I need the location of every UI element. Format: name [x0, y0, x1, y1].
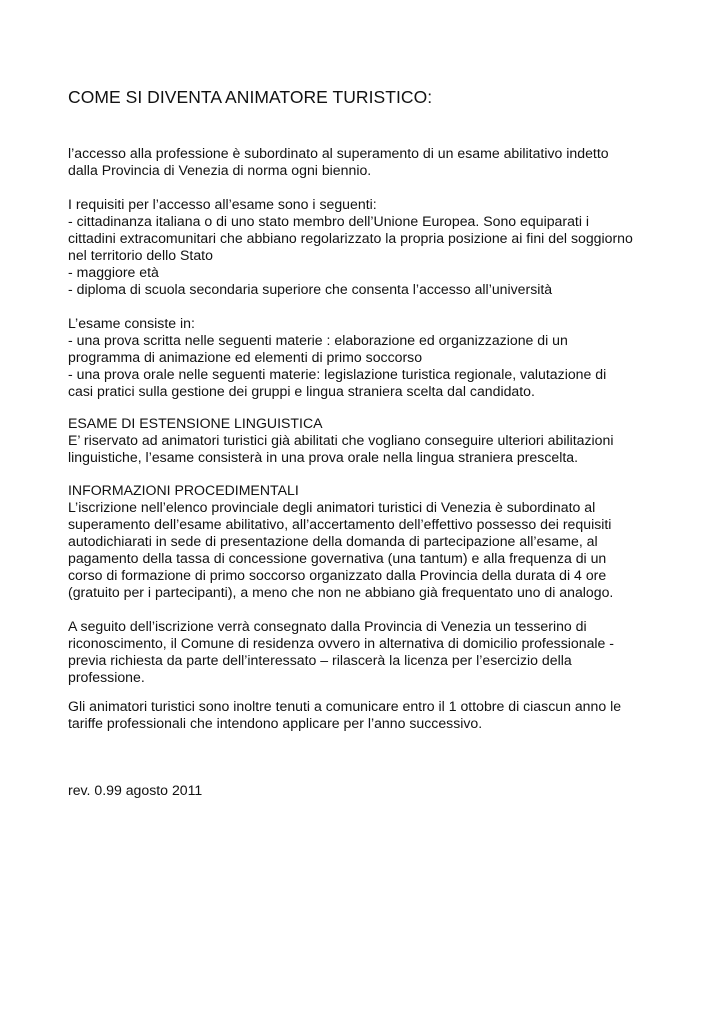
paragraph-line: autodichiarati in sede di presentazione della domanda di partecipazione all’esame, al — [68, 533, 598, 549]
paragraph-card-license — [68, 618, 668, 686]
paragraph-line: professione. — [68, 669, 145, 685]
paragraph-line: nel territorio dello Stato — [68, 247, 213, 263]
paragraph-line: I requisiti per l’accesso all’esame sono i seguenti: — [68, 196, 377, 212]
paragraph-line: (gratuito per i partecipanti), a meno che non ne abbiano già frequentato uno di analogo. — [68, 584, 614, 600]
paragraph-line: - una prova orale nelle seguenti materie: legislazione turistica regionale, valutazione di — [68, 366, 607, 382]
paragraph-line: riconoscimento, il Comune di residenza ovvero in alternativa di domicilio professionale - — [68, 635, 615, 651]
paragraph-line: - una prova scritta nelle seguenti materie : elaborazione ed organizzazione di un — [68, 332, 568, 348]
paragraph-line: pagamento della tassa di concessione governativa (una tantum) e alla frequenza di un — [68, 550, 607, 566]
paragraph-line: corso di formazione di primo soccorso organizzato dalla Provincia della durata di 4 ore — [68, 567, 607, 583]
paragraph-line: tariffe professionali che intendono applicare per l’anno successivo. — [68, 715, 483, 731]
paragraph-language-extension — [68, 415, 668, 466]
paragraph-line: dalla Provincia di Venezia di norma ogni biennio. — [68, 162, 372, 178]
paragraph-procedural-info — [68, 482, 668, 601]
paragraph-line: superamento dell’esame abilitativo, all’accertamento dell’effettivo possesso dei requisiti — [68, 516, 612, 532]
paragraph-line: previa richiesta da parte dell’interessato – rilascerà la licenza per l’esercizio della — [68, 652, 572, 668]
paragraph-line: A seguito dell’iscrizione verrà consegnato dalla Provincia di Venezia un tesserino di — [68, 618, 587, 634]
paragraph-line: - cittadinanza italiana o di uno stato membro dell’Unione Europea. Sono equiparati i — [68, 213, 590, 229]
paragraph-line: - maggiore età — [68, 264, 159, 280]
paragraph-line: - diploma di scuola secondaria superiore che consenta l’accesso all’università — [68, 281, 553, 297]
section-heading: INFORMAZIONI PROCEDIMENTALI — [68, 482, 299, 498]
paragraph-tariffs — [68, 698, 668, 732]
paragraph-line: l’accesso alla professione è subordinato al superamento di un esame abilitativo indetto — [68, 145, 609, 161]
paragraph-line: casi pratici sulla gestione dei gruppi e lingua straniera scelta dal candidato. — [68, 383, 535, 399]
paragraph-line: Gli animatori turistici sono inoltre tenuti a comunicare entro il 1 ottobre di ciascun anno le — [68, 698, 622, 714]
paragraph-line: L’iscrizione nell’elenco provinciale degli animatori turistici di Venezia è subordinato al — [68, 499, 596, 515]
revision-text: rev. 0.99 agosto 2011 — [68, 782, 203, 798]
paragraph-line: cittadini extracomunitari che abbiano regolarizzato la propria posizione ai fini del soggiorno — [68, 230, 633, 246]
paragraph-line: programma di animazione ed elementi di primo soccorso — [68, 349, 423, 365]
paragraph-line: L’esame consiste in: — [68, 315, 195, 331]
paragraph-access — [68, 145, 668, 179]
paragraph-line: linguistiche, l’esame consisterà in una prova orale nella lingua straniera prescelta. — [68, 449, 579, 465]
paragraph-line: E’ riservato ad animatori turistici già abilitati che vogliano conseguire ulteriori abilitazioni — [68, 432, 614, 448]
paragraph-requirements — [68, 196, 668, 298]
document-title: COME SI DIVENTA ANIMATORE TURISTICO: — [68, 87, 433, 107]
revision-note — [68, 782, 668, 799]
paragraph-exam — [68, 315, 668, 400]
section-heading: ESAME DI ESTENSIONE LINGUISTICA — [68, 415, 323, 431]
